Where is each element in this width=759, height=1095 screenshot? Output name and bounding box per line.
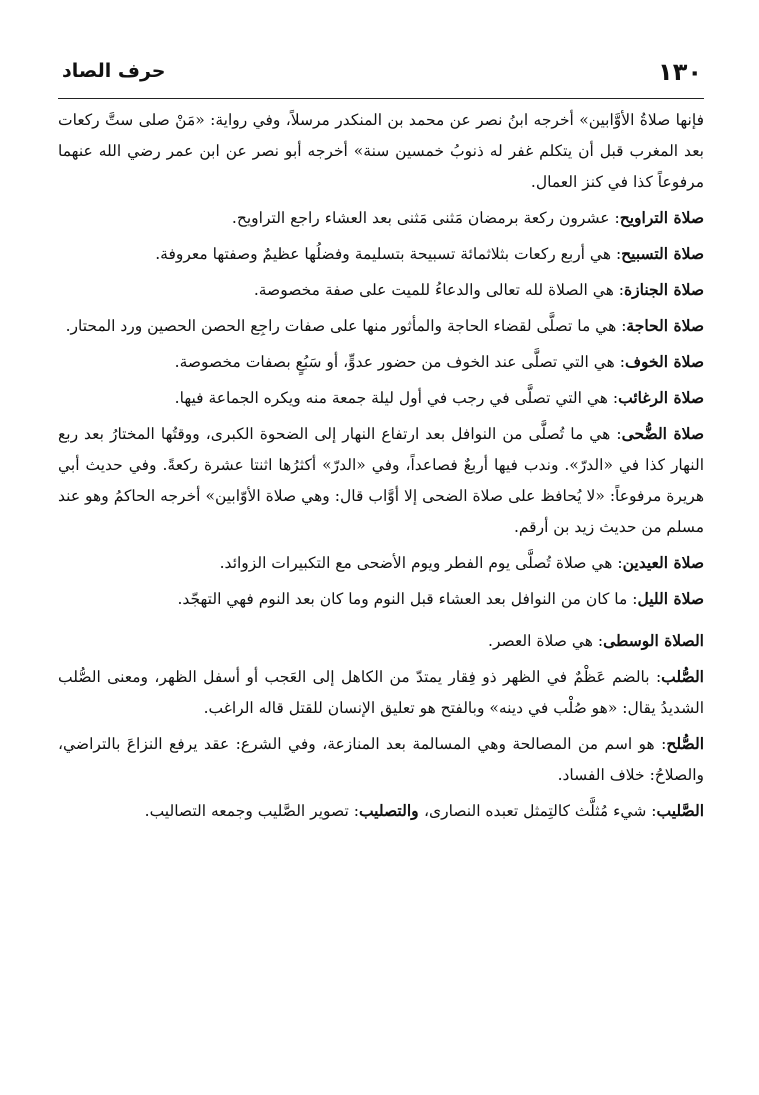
entry-text: هي التي تصلَّى عند الخوف من حضور عدوٍّ، أو سَبُعٍ بصفات مخصوصة. [174, 353, 615, 371]
entry-sulh [58, 728, 704, 791]
entry-separator: : [616, 317, 627, 335]
page-content [58, 99, 704, 827]
entry-term: صلاة التراويح [619, 208, 704, 227]
entry-text: هي صلاة تُصلَّى يوم الفطر ويوم الأضحى مع التكبيرات الزوائد. [219, 554, 613, 572]
entry-separator: : [646, 802, 657, 820]
entry-term-secondary: والتصليب [358, 801, 425, 820]
entry-text: هي صلاة العصر. [488, 632, 593, 650]
entry-term: صلاة العيدين [622, 553, 704, 572]
entry-salat-layl [58, 583, 704, 615]
entry-salat-khawf [58, 346, 704, 378]
entry-term: صلاة الخوف [624, 352, 704, 371]
entry-separator: : [611, 245, 622, 263]
entry-separator: : [610, 425, 622, 443]
entry-separator: : [649, 668, 662, 686]
entry-term: صلاة الليل [637, 589, 704, 608]
entry-term: الصُّلح [666, 734, 704, 753]
entry-term: صلاة الضُّحى [621, 424, 704, 443]
entry-salat-tasbih [58, 238, 704, 270]
page-header [58, 52, 704, 99]
entry-salat-wusta [58, 625, 704, 657]
entry-text: هي التي تصلَّى في رجب في أول ليلة جمعة منه ويكره الجماعة فيها. [174, 389, 608, 407]
entry-salat-duha [58, 418, 704, 543]
entry-separator: : [592, 632, 604, 650]
entry-text: بالضم عَظْمٌ في الظهر ذو فِقار يمتدّ من الكاهل إلى العَجب أو أسفل الظهر، ومعنى الصُّلب الشديدُ يقال: «هو صُلْب في دينه» وبالفتح هو تعليق الإنسان للقتل قاله الراغب. [58, 668, 704, 717]
entry-salat-haja [58, 310, 704, 342]
entry-salat-idayn [58, 547, 704, 579]
entry-term: صلاة الحاجة [626, 316, 704, 335]
entry-text-secondary: تصوير الصَّليب وجمعه التصاليب. [144, 802, 349, 820]
entry-text: هي ما تُصلَّى من النوافل بعد ارتفاع النهار إلى الضحوة الكبرى، ووقتُها المختارُ بعد ربع النهار كذا في «الدرّ». وندب فيها أربعٌ فصاعداً، وفي «الدرّ» أكثرُها اثنتا عشرة ركعةً. وفي حديث أبي هريرة مرفوعاً: «لا يُحافظ على صلاة الضحى إلا أوَّاب قال: وهي صلاة الأوّابين» أخرجه الحاكمُ وهو عند مسلم من حديث زيد بن أرقم. [58, 425, 704, 536]
entry-text: ما كان من النوافل بعد العشاء قبل النوم وما كان بعد النوم فهي التهجّد. [177, 590, 628, 608]
entry-separator: : [627, 590, 638, 608]
entry-term: صلاة الجنازة [624, 280, 704, 299]
entry-salat-tarawih [58, 202, 704, 234]
entry-separator: : [609, 209, 620, 227]
entry-separator: : [654, 735, 667, 753]
entry-salat-janaza [58, 274, 704, 306]
entry-separator: : [614, 353, 625, 371]
entry-text: هي ما تصلَّى لقضاء الحاجة والمأثور منها على صفات راجِع الحصن الحصين ورد المحتار. [65, 317, 617, 335]
entry-salib [58, 795, 704, 827]
entry-separator: : [607, 389, 619, 407]
entry-sulb [58, 661, 704, 724]
entry-text: هي الصلاة لله تعالى والدعاءُ للميت على صفة مخصوصة. [253, 281, 614, 299]
entry-text: شيء مُثلَّث كالتِمثل تعبده النصارى، [424, 802, 647, 820]
running-head: حرف الصاد [62, 60, 166, 82]
entry-salat-raghaib [58, 382, 704, 414]
entry-term: صلاة الرغائب [618, 388, 704, 407]
entry-text: هي أربع ركعات بثلاثمائة تسبيحة بتسليمة وفضلُها عظيمٌ وصفتها معروفة. [155, 245, 612, 263]
entry-continuation [58, 105, 704, 198]
entry-separator: : [612, 554, 623, 572]
entry-term: الصُّلب [661, 667, 704, 686]
book-page [58, 52, 704, 831]
entry-term: صلاة التسبيح [621, 244, 704, 263]
entry-text: عشرون ركعة برمضان مَثنى مَثنى بعد العشاء راجع التراويح. [231, 209, 610, 227]
page-number: ١٣٠ [658, 58, 702, 86]
entry-term: الصلاة الوسطى [603, 631, 704, 650]
entry-text: فإنها صلاةُ الأوَّابين» أخرجه ابنُ نصر عن محمد بن المنكدر مرسلاً، وفي رواية: «مَنْ صلى ستَّ ركعات بعد المغرب قبل أن يتكلم غفر له ذنوبُ خمسين سنة» أخرجه أبو نصر عن ابن عمر رضي الله عنهما مرفوعاً كذا في كنز العمال. [58, 111, 704, 191]
entry-separator: : [613, 281, 625, 299]
entry-term: الصَّليب [656, 801, 704, 820]
entry-text: هو اسم من المصالحة وهي المسالمة بعد المنازعة، وفي الشرع: عقد يرفع النزاعَ بالتراضي، والصلاحُ: خلاف الفساد. [58, 735, 704, 784]
entry-separator-secondary: : [348, 802, 359, 820]
